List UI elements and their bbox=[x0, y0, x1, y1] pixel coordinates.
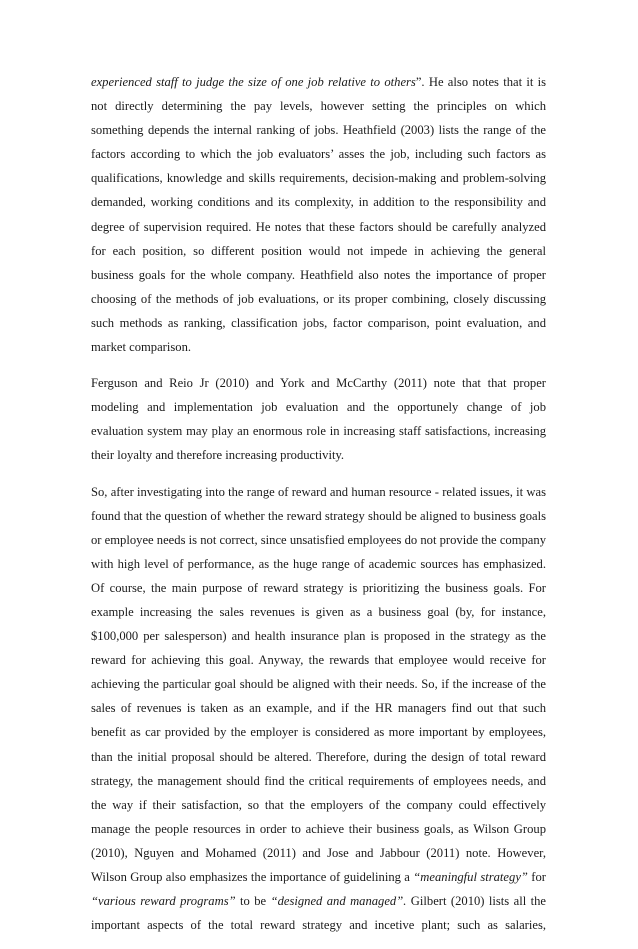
paragraph-2 bbox=[91, 371, 546, 467]
paragraph-3-italic-quote: “designed and managed”. bbox=[270, 894, 407, 909]
paragraph-3-text: to be bbox=[235, 894, 271, 909]
paragraph-3-italic-quote: “various reward programs” bbox=[91, 894, 236, 909]
document-body bbox=[91, 70, 546, 949]
paragraph-3-text: for bbox=[527, 870, 546, 884]
paragraph-3 bbox=[91, 480, 546, 938]
paragraph-2-text: Ferguson and Reio Jr (2010) and York and McCarthy (2011) note that that proper modeling and implementation job evaluation and the opportunely change of job evaluation system may play an enormous role in increasing staff satisfactions, increasing their loyalty and therefore increasing productivity. bbox=[91, 376, 546, 463]
paragraph-3-italic-quote: “meaningful strategy” bbox=[413, 870, 528, 884]
paragraph-3-text: So, after investigating into the range of reward and human resource - related issues, it was found that the question of whether the reward strategy should be aligned to business goals or employee needs is not correct, since unsatisfied employees do not provide the company with high level of performance, as the huge range of academic sources has emphasized. Of course, the main purpose of reward strategy is prioritizing the business goals. For example increasing the sales revenues is given as a business goal (by, for instance, $100,000 per salesperson) and health insurance plan is proposed in the strategy as the reward for achieving this goal. Anyway, the rewards that employee would receive for achieving the particular goal should be aligned with their needs. So, if the increase of the sales of revenues is taken as an example, and if the HR managers find out that such benefit as car provided by the employer is considered as more important by employees, than the initial proposal should be altered. Therefore, during the design of total reward strategy, the management should find the critical requirements of employees needs, and the way if their satisfaction, so that the employers of the company could effectively manage the people resources in order to achieve their business goals, as Wilson Group (2010), Nguyen and Mohamed (2011) and Jose and Jabbour (2011) note. However, Wilson Group also emphasizes the importance of guidelining a bbox=[91, 484, 546, 884]
paragraph-1 bbox=[91, 70, 546, 359]
paragraph-3-text: Gilbert (2010) lists all the important aspects of the total reward strategy and incetive plant; such as salaries, bbox=[91, 894, 547, 933]
paragraph-1-text: ”. He also notes that it is not directly determining the pay levels, however setting the principles on which something depends the internal ranking of jobs. Heathfield (2003) lists the range of the factors according to which the job evaluators’ asses the job, including such factors as qualifications, knowledge and skills requirements, decision-making and problem-solving demanded, working conditions and its complexity, in addition to the responsibility and degree of supervision required. He notes that these factors should be carefully analyzed for each position, so different position would not impede in achieving the general business goals for the whole company. Heathfield also notes the importance of proper choosing of the methods of job evaluations, or its proper combining, closely discussing such methods as ranking, classification jobs, factor comparison, point evaluation, and market comparison. bbox=[91, 75, 547, 355]
paragraph-1-text: experienced staff to judge the size of one job relative to others bbox=[91, 75, 416, 89]
